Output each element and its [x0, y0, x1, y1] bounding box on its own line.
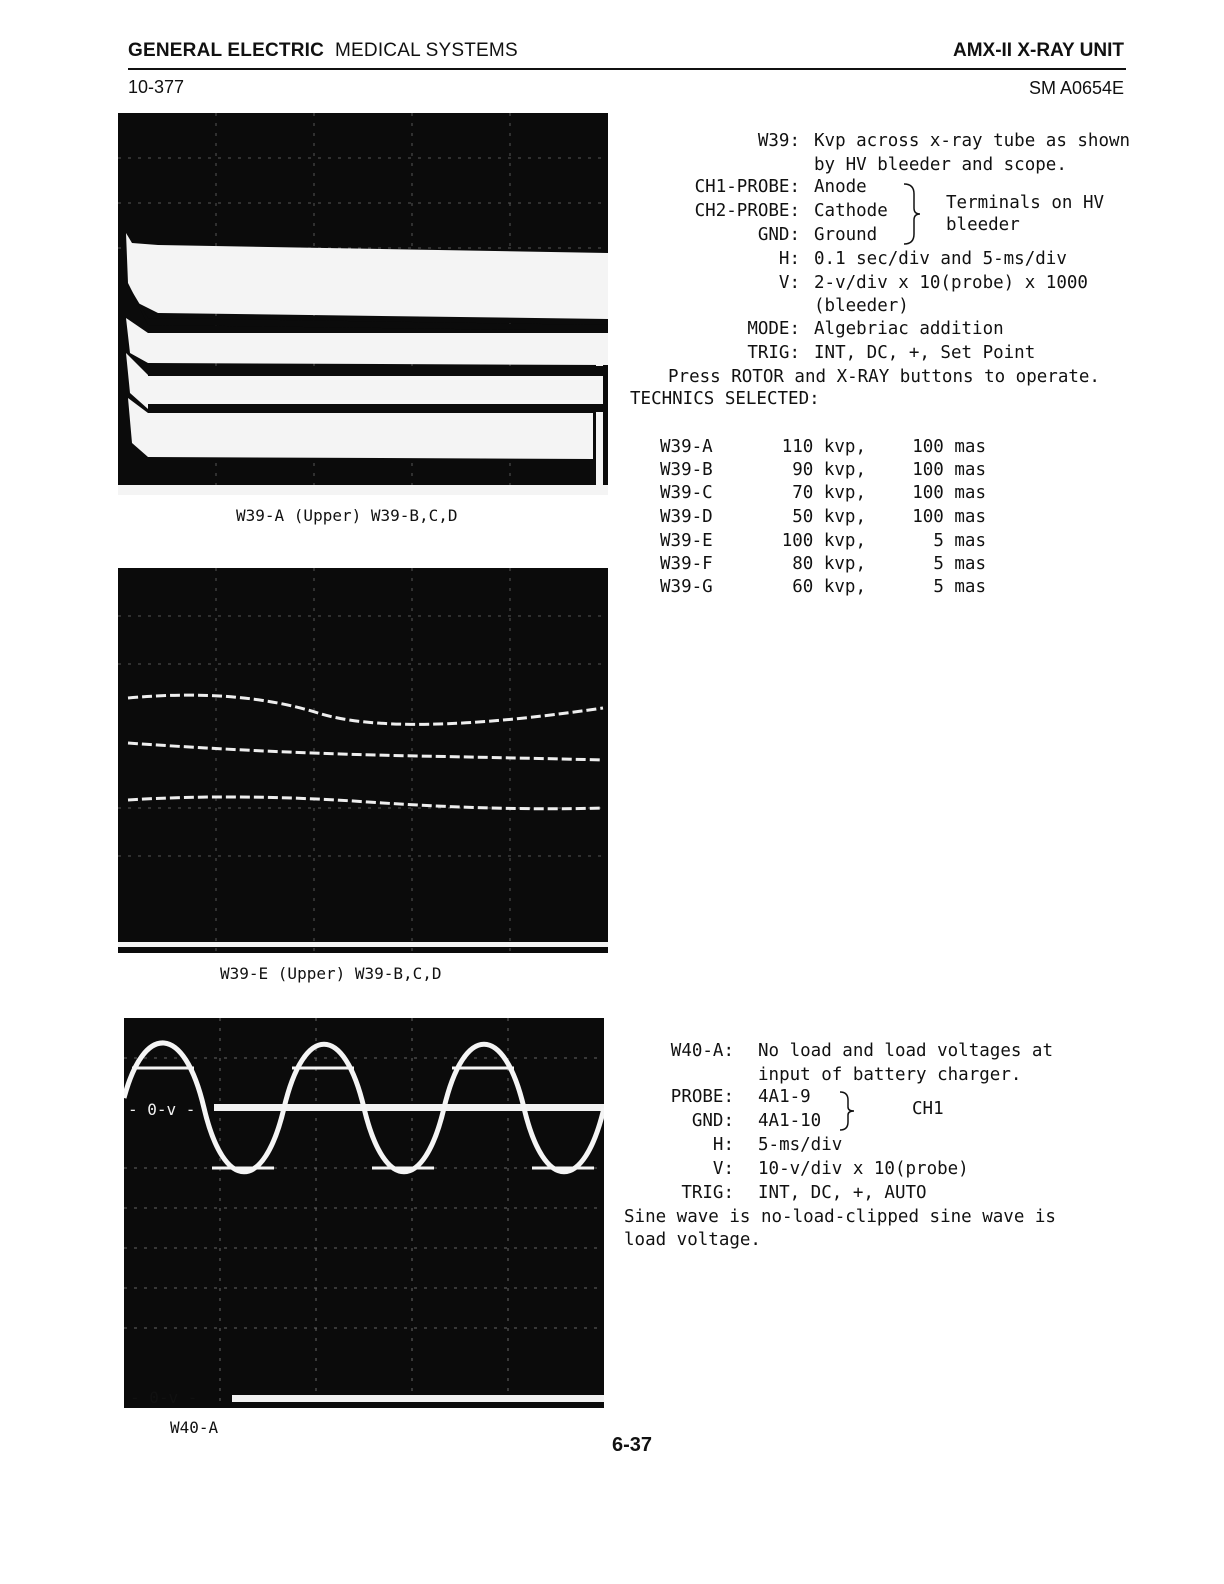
technic-kvp: 110 kvp, — [781, 437, 866, 457]
technic-kvp: 90 kvp, — [792, 460, 866, 480]
figure-caption-w39a: W39-A (Upper) W39-B,C,D — [236, 506, 458, 525]
spec-value: Anode — [814, 177, 867, 197]
page-number: 6-37 — [612, 1434, 653, 1456]
spec-value: 5-ms/div — [758, 1135, 843, 1155]
technic-id: W39-E — [660, 531, 713, 551]
spec-label: TRIG: — [747, 343, 800, 363]
spec-label: GND: — [691, 1111, 734, 1131]
spec-value: Kvp across x-ray tube as shown — [814, 131, 1131, 151]
spec-value: INT, DC, +, Set Point — [814, 343, 1036, 363]
spec-value: input of battery charger. — [758, 1065, 1022, 1085]
technic-id: W39-C — [660, 483, 713, 503]
technic-id: W39-A — [660, 437, 713, 457]
brace-note: bleeder — [946, 215, 1020, 235]
technic-id: W39-B — [660, 460, 713, 480]
technic-id: W39-F — [660, 554, 713, 574]
technic-id: W39-G — [660, 577, 713, 597]
header-company — [128, 40, 518, 62]
figure-caption-w40a: W40-A — [170, 1418, 219, 1437]
brace-note: Terminals on HV — [946, 193, 1105, 213]
spec-value: 4A1-9 — [758, 1087, 811, 1107]
operate-instruction: Press ROTOR and X-RAY buttons to operate. — [668, 367, 1100, 387]
technic-mas: 5 mas — [933, 577, 986, 597]
manual-id: SM A0654E — [1028, 78, 1124, 98]
spec-label: GND: — [757, 225, 800, 245]
technic-mas: 5 mas — [933, 531, 986, 551]
spec-value: 10-v/div x 10(probe) — [758, 1159, 969, 1179]
spec-value: 0.1 sec/div and 5-ms/div — [814, 249, 1067, 269]
brace-icon — [900, 182, 924, 246]
waveform-note: load voltage. — [624, 1230, 761, 1250]
technic-mas: 100 mas — [912, 483, 986, 503]
technic-kvp: 80 kvp, — [792, 554, 866, 574]
spec-label: W40-A: — [670, 1041, 734, 1061]
technic-kvp: 100 kvp, — [781, 531, 866, 551]
w39-spec-block — [630, 130, 1190, 430]
spec-value: Algebriac addition — [814, 319, 1004, 339]
zero-volt-label-bottom: - 0-v - — [130, 1388, 198, 1407]
company-division: MEDICAL SYSTEMS — [335, 40, 518, 61]
technic-mas: 100 mas — [912, 460, 986, 480]
spec-label: CH2-PROBE: — [694, 201, 800, 221]
scope-photo-w39a — [118, 113, 608, 495]
technic-mas: 100 mas — [912, 437, 986, 457]
technic-kvp: 70 kvp, — [792, 483, 866, 503]
technic-mas: 5 mas — [933, 554, 986, 574]
technics-table — [660, 436, 1020, 606]
company-name: GENERAL ELECTRIC — [128, 40, 325, 61]
spec-value: Cathode — [814, 201, 888, 221]
product-title: AMX-II X-RAY UNIT — [952, 40, 1124, 61]
technic-mas: 100 mas — [912, 507, 986, 527]
spec-label: TRIG: — [681, 1183, 734, 1203]
spec-label: CH1-PROBE: — [694, 177, 800, 197]
spec-label: H: — [712, 1135, 734, 1155]
w40-spec-block — [624, 1040, 1184, 1260]
spec-label: H: — [778, 249, 800, 269]
technic-kvp: 50 kvp, — [792, 507, 866, 527]
technic-kvp: 60 kvp, — [792, 577, 866, 597]
spec-label: PROBE: — [670, 1087, 734, 1107]
technics-heading: TECHNICS SELECTED: — [630, 389, 820, 409]
waveform-note: Sine wave is no-load-clipped sine wave is — [624, 1207, 1056, 1227]
spec-value: 4A1-10 — [758, 1111, 822, 1131]
spec-value: by HV bleeder and scope. — [814, 155, 1067, 175]
spec-label: MODE: — [747, 319, 800, 339]
header-rule — [128, 68, 1126, 70]
spec-label: W39: — [757, 131, 800, 151]
spec-value: 2-v/div x 10(probe) x 1000 — [814, 273, 1088, 293]
technic-id: W39-D — [660, 507, 713, 527]
spec-label: V: — [778, 273, 800, 293]
spec-value: INT, DC, +, AUTO — [758, 1183, 927, 1203]
spec-value: No load and load voltages at — [758, 1041, 1054, 1061]
scope-photo-w40a — [124, 1018, 604, 1408]
brace-note: CH1 — [912, 1099, 944, 1119]
figure-caption-w39e: W39-E (Upper) W39-B,C,D — [220, 964, 442, 983]
scope-photo-w39e — [118, 568, 608, 953]
spec-value: (bleeder) — [814, 296, 909, 316]
brace-icon — [838, 1090, 858, 1132]
spec-label: V: — [712, 1159, 734, 1179]
zero-volt-label-top: - 0-v - — [124, 1100, 199, 1119]
doc-number: 10-377 — [128, 77, 185, 97]
spec-value: Ground — [814, 225, 878, 245]
